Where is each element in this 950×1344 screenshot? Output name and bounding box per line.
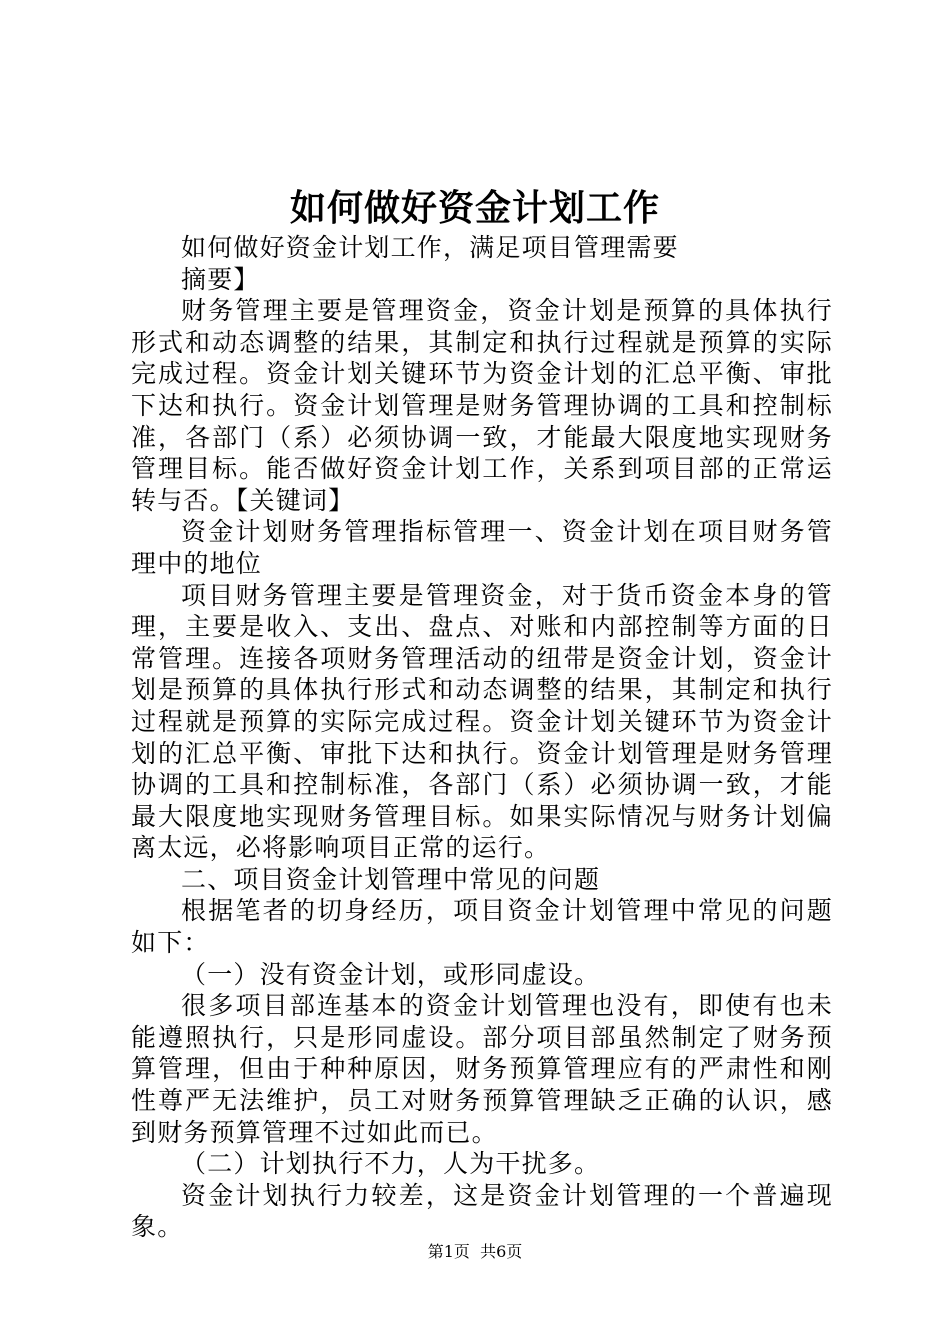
body-paragraph: 资金计划执行力较差，这是资金计划管理的一个普遍现象。 <box>131 1180 833 1242</box>
document-body <box>131 232 833 1243</box>
page-number: 第1页 <box>427 1242 470 1261</box>
page-footer <box>0 1240 950 1264</box>
abstract-paragraph: 财务管理主要是管理资金，资金计划是预算的具体执行形式和动态调整的结果，其制定和执行过程就是预算的实际完成过程。资金计划关键环节为资金计划的汇总平衡、审批下达和执行。资金计划管理是财务管理协调的工具和控制标准，各部门（系）必须协调一致，才能最大限度地实现财务管理目标。能否做好资金计划工作，关系到项目部的正常运转与否。【关键词】 <box>131 296 833 515</box>
keywords-paragraph: 资金计划财务管理指标管理一、资金计划在项目财务管理中的地位 <box>131 517 833 578</box>
subtitle-paragraph: 如何做好资金计划工作，满足项目管理需要 <box>181 233 679 262</box>
subsection-heading: （二）计划执行不力，人为干扰多。 <box>181 1149 601 1179</box>
body-paragraph: 很多项目部连基本的资金计划管理也没有，即使有也未能遵照执行，只是形同虚设。部分项目部虽然制定了财务预算管理，但由于种种原因，财务预算管理应有的严肃性和刚性尊严无法维护，员工对财务预算管理缺乏正确的认识，感到财务预算管理不过如此而已。 <box>131 991 833 1147</box>
abstract-heading: 摘要】 <box>181 264 260 294</box>
document-title: 如何做好资金计划工作 <box>289 187 660 229</box>
page-total: 共6页 <box>480 1242 523 1261</box>
section-heading: 二、项目资金计划管理中常见的问题 <box>181 864 601 894</box>
body-paragraph: 项目财务管理主要是管理资金，对于货币资金本身的管理，主要是收入、支出、盘点、对账和内部控制等方面的日常管理。连接各项财务管理活动的纽带是资金计划，资金计划是预算的具体执行形式和动态调整的结果，其制定和执行过程就是预算的实际完成过程。资金计划关键环节为资金计划的汇总平衡、审批下达和执行。资金计划管理是财务管理协调的工具和控制标准，各部门（系）必须协调一致，才能最大限度地实现财务管理目标。如果实际情况与财务计划偏离太远，必将影响项目正常的运行。 <box>131 580 833 863</box>
subsection-heading: （一）没有资金计划，或形同虚设。 <box>181 959 601 989</box>
body-paragraph: 根据笔者的切身经历，项目资金计划管理中常见的问题如下： <box>131 896 833 958</box>
